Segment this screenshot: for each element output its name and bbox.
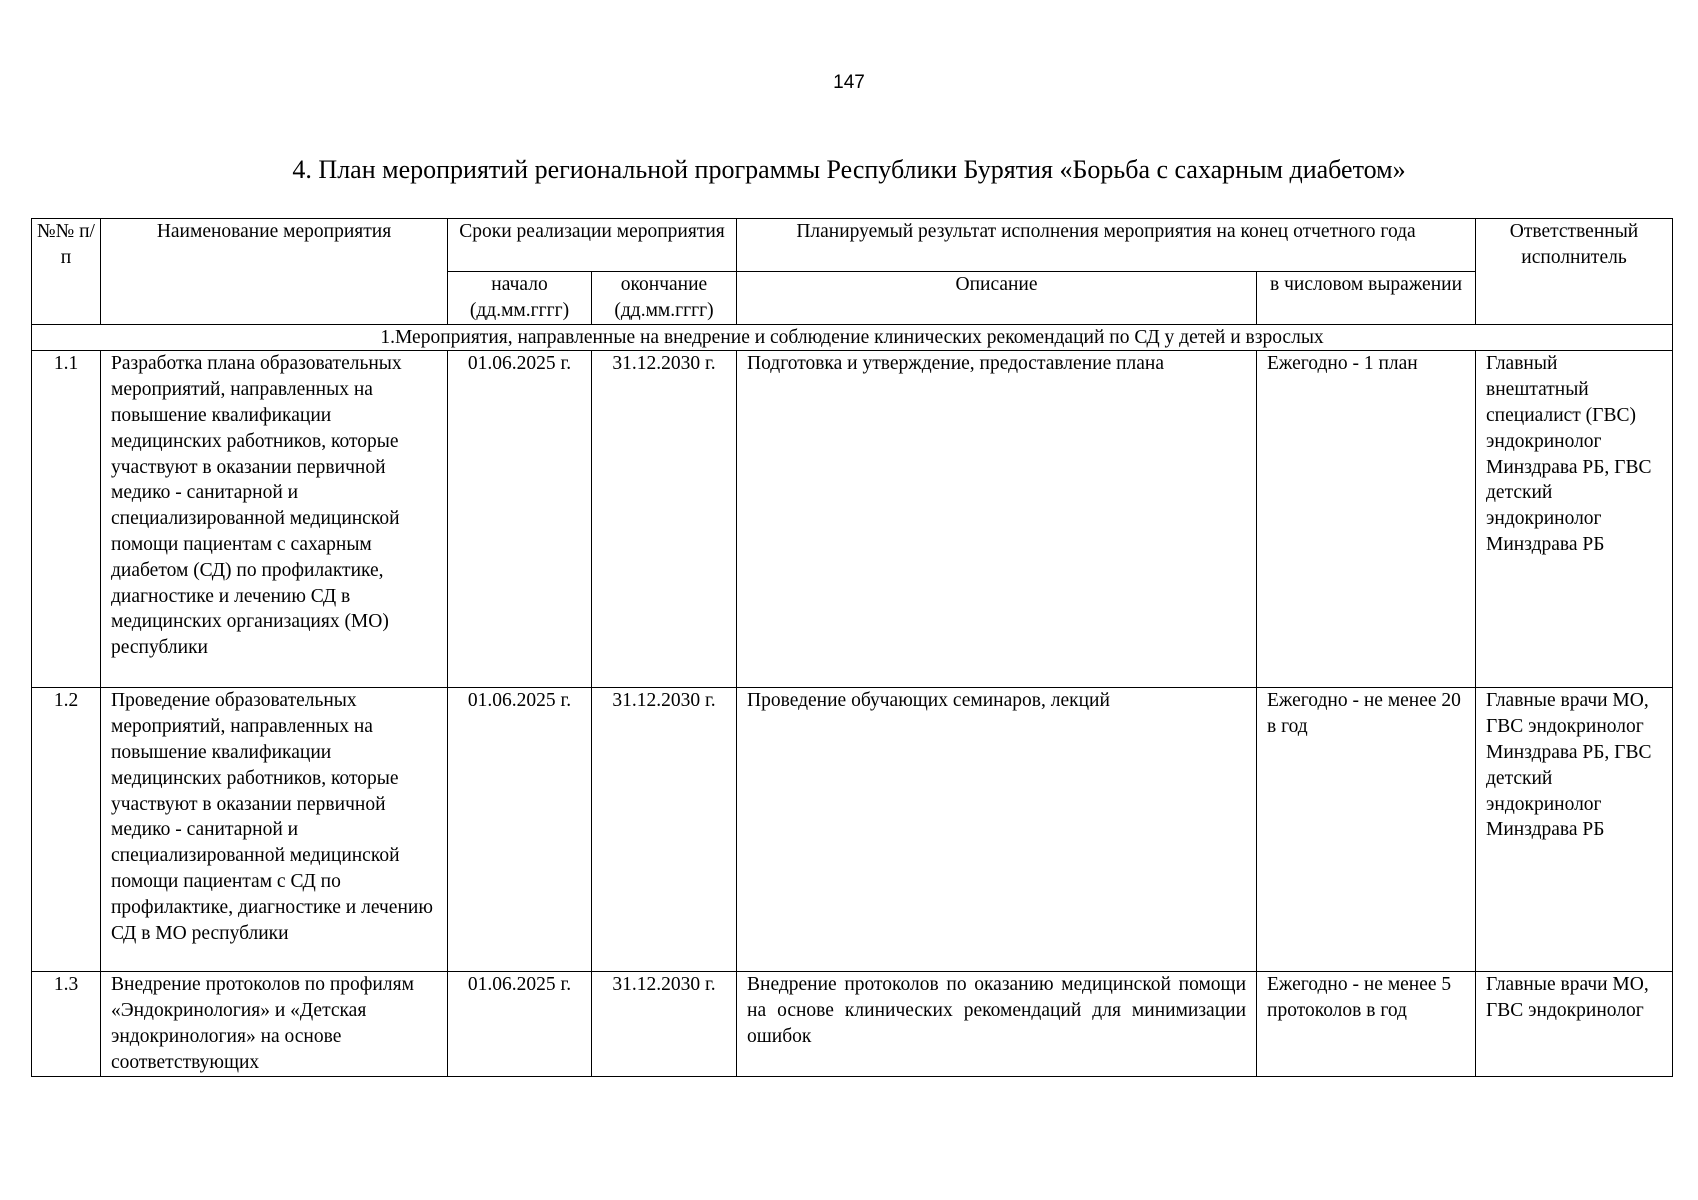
document-title: 4. План мероприятий региональной программы Республики Бурятия «Борьба с сахарным диабетом» [292, 155, 1406, 184]
row-description: Подготовка и утверждение, предоставление плана [737, 351, 1257, 688]
row-end: 31.12.2030 г. [592, 972, 737, 1076]
row-start: 01.06.2025 г. [448, 688, 592, 972]
row-responsible: Главные врачи МО, ГВС эндокринолог Минздрава РБ, ГВС детский эндокринолог Минздрава РБ [1476, 688, 1673, 972]
header-description: Описание [737, 272, 1257, 325]
section-row [32, 324, 1673, 351]
row-numeric: Ежегодно - 1 план [1257, 351, 1476, 688]
header-name: Наименование мероприятия [101, 219, 448, 325]
section-title: 1.Мероприятия, направленные на внедрение и соблюдение клинических рекомендаций по СД у детей и взрослых [32, 324, 1673, 351]
header-num: №№ п/п [32, 219, 101, 325]
header-row-1 [32, 219, 1673, 272]
table-row [32, 972, 1673, 1076]
header-result: Планируемый результат исполнения мероприятия на конец отчетного года [737, 219, 1476, 272]
row-end: 31.12.2030 г. [592, 351, 737, 688]
row-num: 1.1 [32, 351, 101, 688]
header-numeric: в числовом выражении [1257, 272, 1476, 325]
row-description: Проведение обучающих семинаров, лекций [737, 688, 1257, 972]
row-name: Внедрение протоколов по профилям «Эндокринология» и «Детская эндокринология» на основе соответствующих [101, 972, 448, 1076]
header-terms: Сроки реализации мероприятия [448, 219, 737, 272]
row-numeric: Ежегодно - не менее 20 в год [1257, 688, 1476, 972]
page-number: 147 [833, 72, 865, 93]
row-responsible: Главные врачи МО, ГВС эндокринолог [1476, 972, 1673, 1076]
row-num: 1.2 [32, 688, 101, 972]
row-description: Внедрение протоколов по оказанию медицинской помощи на основе клинических рекомендаций для минимизации ошибок [737, 972, 1257, 1076]
row-start: 01.06.2025 г. [448, 351, 592, 688]
row-start: 01.06.2025 г. [448, 972, 592, 1076]
row-num: 1.3 [32, 972, 101, 1076]
row-name: Проведение образовательных мероприятий, направленных на повышение квалификации медицинских работников, которые участвуют в оказании первичной медико - санитарной и специализированной медицинской помощи пациентам с СД по профилактике, диагностике и лечению СД в МО республики [101, 688, 448, 972]
header-start: начало (дд.мм.гггг) [448, 272, 592, 325]
row-end: 31.12.2030 г. [592, 688, 737, 972]
row-numeric: Ежегодно - не менее 5 протоколов в год [1257, 972, 1476, 1076]
header-responsible: Ответственный исполнитель [1476, 219, 1673, 325]
row-responsible: Главный внештатный специалист (ГВС) эндокринолог Минздрава РБ, ГВС детский эндокринолог Минздрава РБ [1476, 351, 1673, 688]
header-end: окончание (дд.мм.гггг) [592, 272, 737, 325]
table-row [32, 351, 1673, 688]
row-name: Разработка плана образовательных мероприятий, направленных на повышение квалификации медицинских работников, которые участвуют в оказании первичной медико - санитарной и специализированной медицинской помощи пациентам с сахарным диабетом (СД) по профилактике, диагностике и лечению СД в медицинских организациях (МО) республики [101, 351, 448, 688]
table-row [32, 688, 1673, 972]
plan-table [31, 218, 1673, 1077]
